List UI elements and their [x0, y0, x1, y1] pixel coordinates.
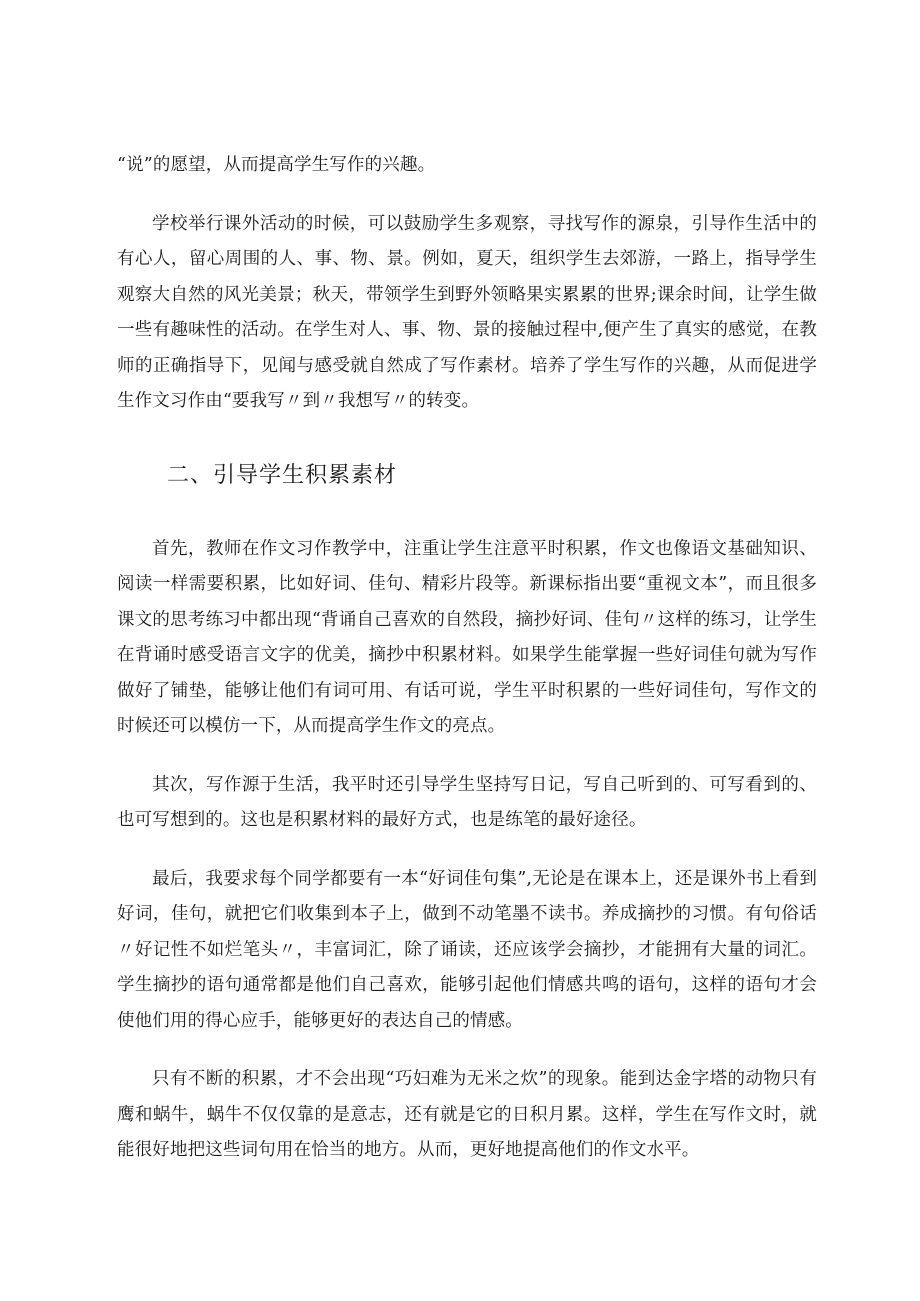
paragraph-fourth: 只有不断的积累，才不会出现“巧妇难为无米之炊”的现象。能到达金字塔的动物只有鹰和蜗牛，蜗牛不仅仅靠的是意志，还有就是它的日积月累。这样，学生在写作文时，就能很好地把这些词句用在恰当的地方。从而，更好地提高他们的作文水平。	[117, 1069, 817, 1160]
paragraph-second: 其次，写作源于生活，我平时还引导学生坚持写日记，写自己听到的、可写看到的、也可写想到的。这也是积累材料的最好方式，也是练笔的最好途径。	[117, 774, 817, 830]
paragraph-continuation: “说”的愿望，从而提高学生写作的兴趣。	[117, 155, 436, 175]
document-page	[117, 148, 817, 1169]
paragraph-third: 最后，我要求每个同学都要有一本“好词佳句集”,无论是在课本上，还是课外书上看到好词，佳句，就把它们收集到本子上，做到不动笔墨不读书。养成摘抄的习惯。有句俗话〃好记性不如烂笔头〃，丰富词汇，除了诵读，还应该学会摘抄，才能拥有大量的词汇。学生摘抄的语句通常都是他们自己喜欢，能够引起他们情感共鸣的语句，这样的语句才会使他们用的得心应手，能够更好的表达自己的情感。	[117, 868, 817, 1031]
section-heading: 二、引导学生积累素材	[167, 462, 398, 488]
paragraph-extracurricular: 学校举行课外活动的时候，可以鼓励学生多观察，寻找写作的源泉，引导作生活中的有心人，留心周围的人、事、物、景。例如，夏天，组织学生去郊游，一路上，指导学生观察大自然的风光美景；秋天，带领学生到野外领略果实累累的世界;课余时间，让学生做一些有趣味性的活动。在学生对人、事、物、景的接触过程中,便产生了真实的感觉，在教师的正确指导下，见闻与感受就自然成了写作素材。培养了学生写作的兴趣，从而促进学生作文习作由“要我写〃到〃我想写〃的转变。	[117, 213, 817, 411]
paragraph-first: 首先，教师在作文习作教学中，注重让学生注意平时积累，作文也像语文基础知识、阅读一样需要积累，比如好词、佳句、精彩片段等。新课标指出要“重视文本”，而且很多课文的思考练习中都出现“背诵自己喜欢的自然段，摘抄好词、佳句〃这样的练习，让学生在背诵时感受语言文字的优美，摘抄中积累材料。如果学生能掌握一些好词佳句就为写作做好了铺垫，能够让他们有词可用、有话可说，学生平时积累的一些好词佳句，写作文的时候还可以模仿一下，从而提高学生作文的亮点。	[117, 538, 817, 736]
